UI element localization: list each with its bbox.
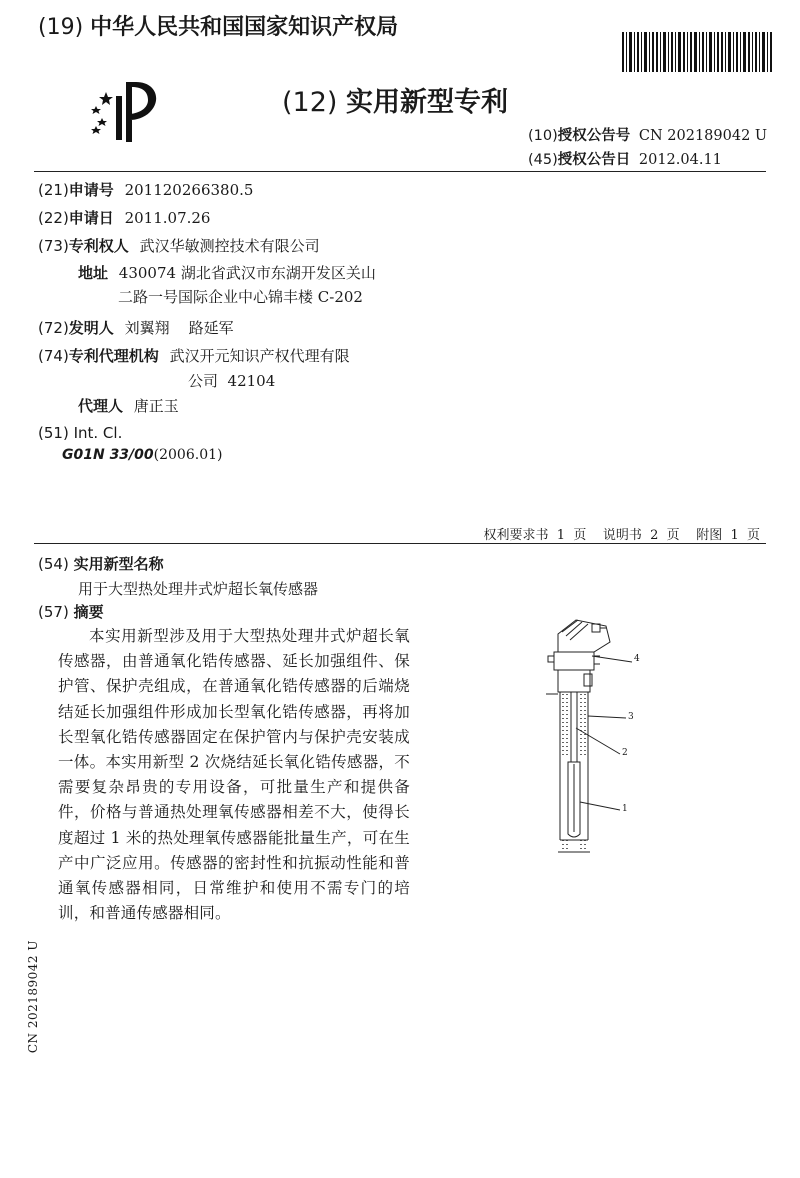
int-cl-class: G01N 33/00: [62, 447, 154, 463]
page-counts: 权利要求书 1 页 说明书 2 页 附图 1 页: [483, 528, 760, 543]
doc-type-title: 实用新型专利: [346, 87, 509, 118]
sensor-drawing: [536, 612, 646, 857]
utility-title-label: 实用新型名称: [73, 555, 164, 573]
abstract-code: (57): [38, 603, 69, 621]
app-no-value: 201120266380.5: [124, 181, 254, 199]
sipo-logo: [86, 78, 166, 148]
patentee-row: [38, 235, 320, 256]
abstract-heading: [38, 601, 104, 622]
address-row: [78, 262, 376, 283]
inventor-code: (72): [38, 319, 69, 337]
doc-type: [282, 80, 508, 119]
app-date-code: (22): [38, 209, 69, 227]
pub-no-value: CN 202189042 U: [638, 128, 768, 144]
inventor-row: [38, 317, 234, 338]
int-cl-class-row: [62, 447, 222, 463]
pub-date-code: (45): [528, 152, 558, 168]
int-cl-label: Int. Cl.: [73, 424, 123, 442]
int-cl-row: [38, 424, 122, 442]
int-cl-version: (2006.01): [153, 447, 223, 463]
office-header: [38, 10, 398, 41]
pub-number-row: [528, 124, 767, 145]
app-date-label: 申请日: [68, 209, 114, 227]
agency-line-2: 公司 42104: [188, 372, 276, 390]
address-label: 地址: [78, 264, 109, 282]
utility-title-row: [38, 553, 164, 574]
app-date-row: [38, 207, 210, 228]
agency-code: (74): [38, 347, 69, 365]
callout-label-4: 4: [634, 654, 640, 664]
agency-line-1: 武汉开元知识产权代理有限: [169, 347, 350, 365]
pub-date-value: 2012.04.11: [638, 152, 722, 168]
agent-row: [78, 395, 179, 416]
barcode-image: [622, 32, 772, 72]
callout-label-2: 2: [622, 748, 628, 758]
section-divider: [34, 543, 766, 544]
pub-no-code: (10): [528, 128, 558, 144]
office-code: (19): [38, 15, 84, 40]
abstract-body: [58, 624, 410, 926]
app-no-code: (21): [38, 181, 69, 199]
callout-label-1: 1: [622, 804, 628, 814]
app-date-value: 2011.07.26: [124, 209, 211, 227]
abstract-text: 本实用新型涉及用于大型热处理井式炉超长氧传感器，由普通氧化锆传感器、延长加强组件、保护管、保护壳组成，在普通氧化锆传感器的后端烧结延长加强组件形成加长型氧化锆传感器，再将加长型氧化锆传感器固定在保护管内与保护壳安装成一体。本实用新型 2 次烧结延长氧化锆传感器，不需要复杂昂贵的专用设备，可批量生产和提供备件，价格与普通热处理氧传感器相差不大，使得长度超过 1 米的热处理氧传感器能批量生产，可在生产中广泛应用。传感器的密封性和抗振动性能和普通氧传感器相同，日常维护和使用不需专门的培训，和普通传感器相同。: [58, 627, 410, 923]
int-cl-code: (51): [38, 424, 69, 442]
app-number-row: [38, 179, 253, 200]
agency-row: [38, 345, 350, 366]
inventor-value: 刘翼翔 路延军: [124, 319, 234, 337]
address-line-1: 430074 湖北省武汉市东湖开发区关山: [118, 264, 376, 282]
patentee-label: 专利权人: [68, 237, 129, 255]
doc-type-code: (12): [282, 87, 338, 118]
utility-title-value: 用于大型热处理井式炉超长氧传感器: [78, 580, 319, 598]
agent-value: 唐正玉: [133, 397, 179, 415]
pub-no-label: 授权公告号: [557, 128, 631, 144]
office-name: 中华人民共和国国家知识产权局: [90, 15, 399, 40]
app-no-label: 申请号: [68, 181, 114, 199]
agent-label: 代理人: [78, 397, 124, 415]
callout-label-3: 3: [628, 712, 634, 722]
agency-label: 专利代理机构: [68, 347, 159, 365]
pub-date-label: 授权公告日: [557, 152, 631, 168]
pub-date-row: [528, 148, 722, 169]
side-pub-number: CN 202189042 U: [26, 940, 40, 1054]
patentee-value: 武汉华敏测控技术有限公司: [139, 237, 320, 255]
utility-title-code: (54): [38, 555, 69, 573]
patentee-code: (73): [38, 237, 69, 255]
address-line-2: 二路一号国际企业中心锦丰楼 C-202: [118, 288, 363, 306]
abstract-label: 摘要: [73, 603, 104, 621]
header-divider: [34, 171, 766, 172]
inventor-label: 发明人: [68, 319, 114, 337]
